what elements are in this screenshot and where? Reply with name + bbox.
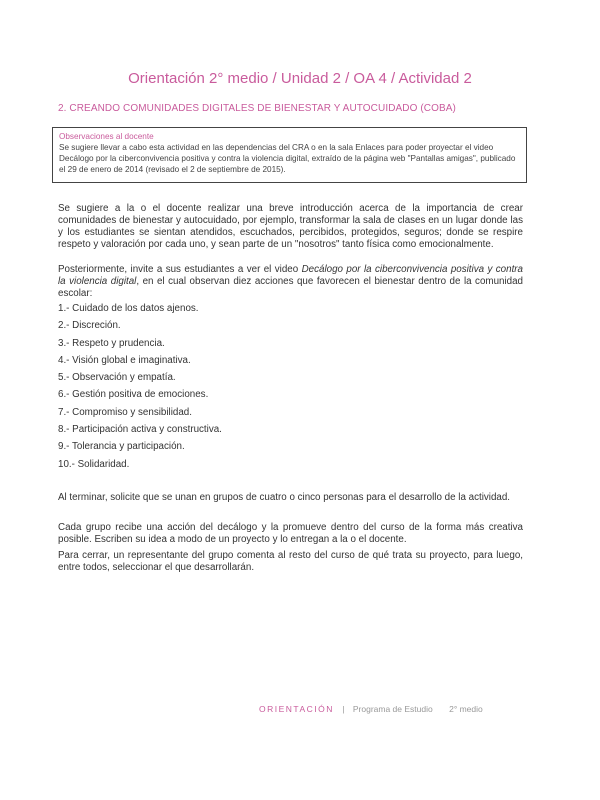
- page-title: Orientación 2° medio / Unidad 2 / OA 4 / Actividad 2: [128, 70, 472, 87]
- observations-text: Se sugiere llevar a cabo esta actividad en las dependencias del CRA o en la sala Enlaces para poder proyectar el video Decálogo por la ciberconvivencia positiva y contra la violencia digital, extraído de la página web "Pantallas amigas", publicado el 29 de enero de 2014 (revisado el 2 de septiembre de 2015).: [59, 143, 516, 174]
- video-paragraph-start: Posteriormente, invite a sus estudiantes a ver el video: [58, 264, 302, 275]
- footer-grade: 2° medio: [449, 704, 483, 714]
- list-item: 8.- Participación activa y constructiva.: [58, 424, 222, 436]
- closing-paragraph: Para cerrar, un representante del grupo comenta al resto del curso de qué trata su proyecto, para luego, entre todos, seleccionar el que desarrollarán.: [58, 550, 523, 573]
- groups-paragraph: Al terminar, solicite que se unan en grupos de cuatro o cinco personas para el desarrollo de la actividad.: [58, 492, 511, 503]
- list-item: 5.- Observación y empatía.: [58, 372, 176, 384]
- list-item: 2.- Discreción.: [58, 320, 121, 332]
- project-paragraph: Cada grupo recibe una acción del decálogo y la promueve dentro del curso de la forma más creativa posible. Escriben su idea a modo de un proyecto y lo entregan a la o el docente.: [58, 522, 523, 545]
- decalogue-list: [58, 303, 222, 476]
- page-footer: [259, 704, 483, 714]
- footer-program: Programa de Estudio: [352, 704, 433, 714]
- list-item: 4.- Visión global e imaginativa.: [58, 354, 191, 366]
- video-paragraph-end: , en el cual observan diez acciones que favorecen el bienestar dentro de la comunidad escolar:: [58, 276, 523, 299]
- intro-paragraph: Se sugiere a la o el docente realizar una breve introducción acerca de la importancia de crear comunidades de bienestar y autocuidado, por ejemplo, transformar la sala de clases en un lugar donde las y los estudiantes se sientan atendidos, escuchados, percibidos, protegidos, seguros; donde se respire respeto y valoración por cada uno, y sean parte de un "nosotros" tanto física como emocionalmente.: [58, 203, 523, 250]
- video-paragraph: [58, 264, 523, 300]
- video-title: Decálogo por la ciberconvivencia positiva y contra la violencia digital: [58, 264, 523, 287]
- footer-separator: |: [342, 704, 345, 714]
- teacher-observations-box: [52, 127, 527, 183]
- section-heading: 2. CREANDO COMUNIDADES DIGITALES DE BIENESTAR Y AUTOCUIDADO (COBA): [58, 103, 456, 114]
- list-item: 10.- Solidaridad.: [58, 458, 130, 470]
- list-item: 3.- Respeto y prudencia.: [58, 337, 165, 349]
- list-item: 6.- Gestión positiva de emociones.: [58, 389, 209, 401]
- observations-heading: Observaciones al docente: [59, 132, 154, 141]
- list-item: 1.- Cuidado de los datos ajenos.: [58, 303, 199, 314]
- list-item: 9.- Tolerancia y participación.: [58, 441, 185, 453]
- footer-brand: ORIENTACIÓN: [259, 704, 334, 714]
- list-item: 7.- Compromiso y sensibilidad.: [58, 406, 192, 418]
